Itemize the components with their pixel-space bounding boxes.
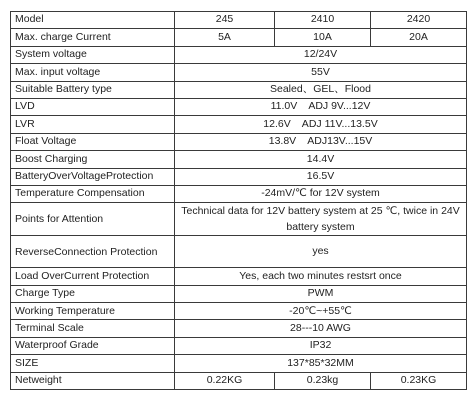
table-row-points-for-attention [11, 203, 467, 236]
table-row-reverse-connection [11, 236, 467, 268]
row-value: 16.5V [175, 168, 467, 185]
table-row-netweight [11, 372, 467, 389]
row-value: -20℃~+55℃ [175, 303, 467, 320]
row-value: Sealed、GEL、Flood [175, 81, 467, 98]
current-245-cell: 5A [175, 29, 275, 46]
row-value: 11.0V ADJ 9V...12V [175, 98, 467, 115]
weight-2420-cell: 0.23KG [371, 372, 467, 389]
table-row-temperature-compensation [11, 185, 467, 202]
row-label: Netweight [11, 372, 175, 389]
weight-2410-cell: 0.23kg [275, 372, 371, 389]
row-label: Terminal Scale [11, 320, 175, 337]
row-label: BatteryOverVoltageProtection [11, 168, 175, 185]
table-row-working-temperature [11, 303, 467, 320]
row-value: -24mV/℃ for 12V system [175, 185, 467, 202]
weight-245-cell: 0.22KG [175, 372, 275, 389]
table-row-lvr [11, 116, 467, 133]
table-row-load-overcurrent [11, 268, 467, 285]
model-2420-cell: 2420 [371, 12, 467, 29]
row-label: Points for Attention [11, 203, 175, 236]
model-2410-cell: 2410 [275, 12, 371, 29]
row-label: Temperature Compensation [11, 185, 175, 202]
row-value: Yes, each two minutes restsrt once [175, 268, 467, 285]
table-row-float-voltage [11, 133, 467, 150]
table-row-max-charge-current [11, 29, 467, 46]
current-2420-cell: 20A [371, 29, 467, 46]
row-label: System voltage [11, 46, 175, 63]
table-row-battery-overvoltage [11, 168, 467, 185]
row-label: Charge Type [11, 285, 175, 302]
spec-table [10, 11, 467, 390]
row-value: 14.4V [175, 151, 467, 168]
table-row-boost-charging [11, 151, 467, 168]
row-label: SIZE [11, 355, 175, 372]
row-value: 28---10 AWG [175, 320, 467, 337]
table-row-battery-type [11, 81, 467, 98]
row-label: Max. charge Current [11, 29, 175, 46]
row-label: Float Voltage [11, 133, 175, 150]
row-label: Waterproof Grade [11, 337, 175, 354]
row-value: IP32 [175, 337, 467, 354]
table-row-system-voltage [11, 46, 467, 63]
row-label: Max. input voltage [11, 64, 175, 81]
row-value: 13.8V ADJ13V...15V [175, 133, 467, 150]
row-value: 55V [175, 64, 467, 81]
table-row-charge-type [11, 285, 467, 302]
table-row-model [11, 12, 467, 29]
row-label: Boost Charging [11, 151, 175, 168]
row-label: Model [11, 12, 175, 29]
row-label: LVR [11, 116, 175, 133]
row-value: Technical data for 12V battery system at 25 ℃, twice in 24V battery system [175, 203, 467, 236]
model-245-cell: 245 [175, 12, 275, 29]
row-label: Load OverCurrent Protection [11, 268, 175, 285]
row-label: ReverseConnection Protection [11, 236, 175, 268]
row-value: PWM [175, 285, 467, 302]
row-value: yes [175, 236, 467, 268]
row-value: 12/24V [175, 46, 467, 63]
current-2410-cell: 10A [275, 29, 371, 46]
table-row-terminal-scale [11, 320, 467, 337]
table-row-size [11, 355, 467, 372]
table-row-max-input-voltage [11, 64, 467, 81]
row-label: Working Temperature [11, 303, 175, 320]
row-label: LVD [11, 98, 175, 115]
table-row-lvd [11, 98, 467, 115]
row-label: Suitable Battery type [11, 81, 175, 98]
row-value: 137*85*32MM [175, 355, 467, 372]
table-row-waterproof-grade [11, 337, 467, 354]
row-value: 12.6V ADJ 11V...13.5V [175, 116, 467, 133]
